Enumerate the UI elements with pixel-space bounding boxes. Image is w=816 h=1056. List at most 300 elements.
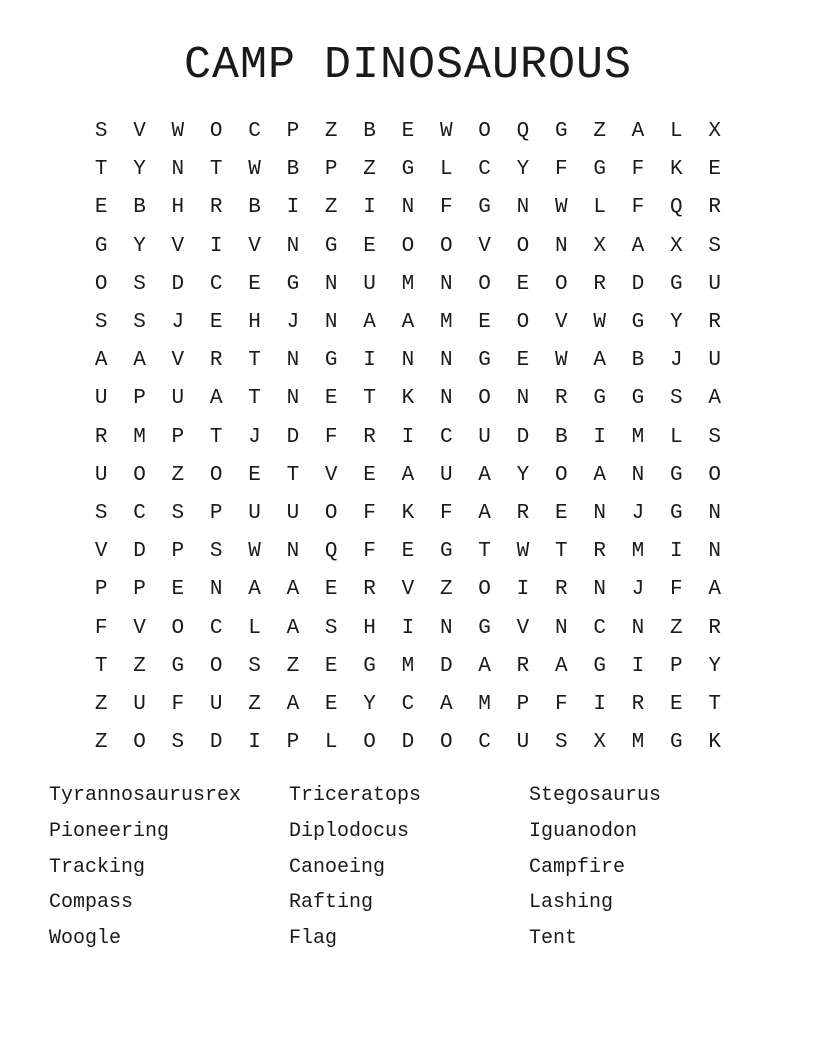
grid-letter: A xyxy=(708,578,721,602)
grid-letter: B xyxy=(286,158,300,182)
grid-letter: M xyxy=(401,654,415,678)
grid-letter: P xyxy=(286,120,300,144)
grid-letter: V xyxy=(554,311,568,335)
grid-letter: K xyxy=(708,731,721,755)
grid-row xyxy=(82,342,734,380)
grid-letter: G xyxy=(324,234,338,258)
grid-letter: R xyxy=(593,540,606,564)
grid-letter: K xyxy=(670,158,683,182)
grid-letter: X xyxy=(708,120,721,144)
word-list-item: Pioneering xyxy=(49,819,170,843)
word-list xyxy=(49,778,769,957)
grid-letter: R xyxy=(516,501,530,525)
grid-letter: O xyxy=(554,272,568,296)
grid-letter: E xyxy=(516,272,530,296)
grid-letter: I xyxy=(286,196,300,220)
grid-letter: G xyxy=(593,654,606,678)
grid-letter: A xyxy=(631,120,645,144)
grid-letter: I xyxy=(401,425,415,449)
grid-letter: E xyxy=(401,120,415,144)
grid-letter: Y xyxy=(363,692,376,716)
grid-letter: U xyxy=(478,425,491,449)
grid-letter: Y xyxy=(670,311,683,335)
grid-letter: T xyxy=(94,158,108,182)
grid-letter: R xyxy=(209,196,223,220)
grid-letter: A xyxy=(478,463,491,487)
grid-letter: W xyxy=(171,120,185,144)
grid-letter: M xyxy=(631,540,645,564)
word-list-item: Compass xyxy=(49,891,134,915)
word-list-item: Tent xyxy=(529,927,578,951)
grid-letter: U xyxy=(171,387,185,411)
grid-letter: O xyxy=(401,234,415,258)
grid-letter: B xyxy=(554,425,568,449)
grid-letter: A xyxy=(94,349,108,373)
grid-letter: R xyxy=(363,578,376,602)
grid-row xyxy=(82,648,734,686)
grid-letter: P xyxy=(171,425,185,449)
grid-letter: G xyxy=(478,196,491,220)
grid-letter: T xyxy=(478,540,491,564)
grid-letter: A xyxy=(401,311,415,335)
grid-letter: R xyxy=(554,578,568,602)
grid-letter: F xyxy=(670,578,683,602)
grid-letter: N xyxy=(209,578,223,602)
grid-letter: O xyxy=(439,234,453,258)
grid-letter: T xyxy=(94,654,108,678)
grid-letter: S xyxy=(171,501,185,525)
grid-letter: I xyxy=(363,196,376,220)
grid-letter: I xyxy=(209,234,223,258)
grid-letter: P xyxy=(516,692,530,716)
grid-letter: F xyxy=(94,616,108,640)
grid-letter: Z xyxy=(171,463,185,487)
grid-letter: X xyxy=(593,731,606,755)
grid-letter: T xyxy=(363,387,376,411)
grid-letter: D xyxy=(631,272,645,296)
grid-letter: U xyxy=(516,731,530,755)
grid-letter: Z xyxy=(286,654,300,678)
grid-letter: E xyxy=(324,692,338,716)
grid-letter: S xyxy=(94,120,108,144)
grid-letter: J xyxy=(631,501,645,525)
grid-letter: A xyxy=(439,692,453,716)
grid-letter: V xyxy=(94,540,108,564)
grid-letter: N xyxy=(439,616,453,640)
grid-letter: G xyxy=(593,387,606,411)
grid-letter: A xyxy=(554,654,568,678)
grid-letter: U xyxy=(209,692,223,716)
grid-letter: V xyxy=(133,120,146,144)
grid-letter: U xyxy=(363,272,376,296)
grid-letter: C xyxy=(478,158,491,182)
grid-letter: A xyxy=(478,501,491,525)
grid-letter: N xyxy=(171,158,185,182)
grid-letter: D xyxy=(209,731,223,755)
grid-letter: L xyxy=(324,731,338,755)
grid-letter: O xyxy=(209,120,223,144)
grid-letter: E xyxy=(171,578,185,602)
grid-letter: G xyxy=(94,234,108,258)
grid-letter: P xyxy=(133,387,146,411)
grid-letter: D xyxy=(286,425,300,449)
grid-letter: D xyxy=(401,731,415,755)
grid-letter: A xyxy=(286,692,300,716)
grid-letter: I xyxy=(670,540,683,564)
grid-letter: P xyxy=(94,578,108,602)
grid-row xyxy=(82,113,734,151)
grid-row xyxy=(82,151,734,189)
grid-letter: G xyxy=(363,654,376,678)
grid-letter: Z xyxy=(94,731,108,755)
grid-letter: O xyxy=(94,272,108,296)
grid-letter: U xyxy=(248,501,261,525)
grid-letter: O xyxy=(478,120,491,144)
grid-letter: G xyxy=(670,272,683,296)
grid-letter: R xyxy=(516,654,530,678)
grid-letter: N xyxy=(554,234,568,258)
grid-letter: N xyxy=(516,387,530,411)
grid-row xyxy=(82,304,734,342)
grid-letter: P xyxy=(171,540,185,564)
grid-letter: G xyxy=(631,311,645,335)
grid-letter: V xyxy=(401,578,415,602)
letter-grid xyxy=(82,113,734,762)
grid-letter: N xyxy=(286,387,300,411)
grid-row xyxy=(82,380,734,418)
grid-letter: E xyxy=(94,196,108,220)
grid-letter: U xyxy=(94,387,108,411)
grid-letter: T xyxy=(209,158,223,182)
grid-letter: F xyxy=(324,425,338,449)
grid-letter: G xyxy=(631,387,645,411)
grid-letter: E xyxy=(670,692,683,716)
grid-letter: R xyxy=(209,349,223,373)
grid-letter: G xyxy=(286,272,300,296)
grid-letter: G xyxy=(670,463,683,487)
grid-letter: M xyxy=(478,692,491,716)
grid-letter: B xyxy=(631,349,645,373)
grid-letter: C xyxy=(209,272,223,296)
grid-letter: Q xyxy=(324,540,338,564)
grid-letter: O xyxy=(516,234,530,258)
grid-letter: I xyxy=(248,731,261,755)
grid-letter: K xyxy=(401,501,415,525)
grid-letter: C xyxy=(401,692,415,716)
word-list-item: Triceratops xyxy=(289,784,422,807)
grid-letter: N xyxy=(554,616,568,640)
grid-letter: F xyxy=(554,158,568,182)
grid-letter: A xyxy=(708,387,721,411)
grid-letter: D xyxy=(516,425,530,449)
grid-letter: S xyxy=(708,234,721,258)
grid-letter: J xyxy=(248,425,261,449)
grid-letter: E xyxy=(554,501,568,525)
grid-letter: F xyxy=(439,196,453,220)
grid-letter: N xyxy=(439,387,453,411)
grid-letter: J xyxy=(670,349,683,373)
grid-letter: A xyxy=(248,578,261,602)
grid-letter: N xyxy=(401,196,415,220)
grid-row xyxy=(82,189,734,227)
grid-letter: L xyxy=(593,196,606,220)
grid-letter: N xyxy=(286,349,300,373)
grid-letter: E xyxy=(324,654,338,678)
grid-letter: S xyxy=(133,272,146,296)
grid-letter: G xyxy=(478,616,491,640)
grid-letter: E xyxy=(516,349,530,373)
grid-letter: J xyxy=(631,578,645,602)
grid-letter: R xyxy=(708,616,721,640)
grid-letter: O xyxy=(209,463,223,487)
grid-letter: Z xyxy=(593,120,606,144)
grid-letter: Z xyxy=(133,654,146,678)
grid-letter: O xyxy=(478,578,491,602)
grid-letter: U xyxy=(439,463,453,487)
grid-letter: S xyxy=(554,731,568,755)
grid-letter: N xyxy=(708,540,721,564)
grid-letter: G xyxy=(670,501,683,525)
grid-letter: Z xyxy=(439,578,453,602)
word-list-item: Stegosaurus xyxy=(529,784,662,807)
grid-letter: G xyxy=(554,120,568,144)
grid-letter: H xyxy=(171,196,185,220)
grid-letter: N xyxy=(401,349,415,373)
grid-letter: W xyxy=(554,349,568,373)
grid-letter: R xyxy=(554,387,568,411)
grid-letter: W xyxy=(248,158,261,182)
grid-letter: M xyxy=(631,731,645,755)
grid-row xyxy=(82,533,734,571)
grid-letter: C xyxy=(248,120,261,144)
grid-letter: A xyxy=(631,234,645,258)
grid-letter: X xyxy=(670,234,683,258)
grid-letter: N xyxy=(593,501,606,525)
word-list-item: Diplodocus xyxy=(289,819,410,843)
page-title: CAMP DINOSAUROUS xyxy=(183,40,633,91)
grid-letter: R xyxy=(708,311,721,335)
grid-letter: C xyxy=(439,425,453,449)
word-list-item: Lashing xyxy=(529,891,614,915)
grid-letter: T xyxy=(209,425,223,449)
grid-letter: S xyxy=(708,425,721,449)
grid-letter: A xyxy=(593,463,606,487)
grid-letter: I xyxy=(516,578,530,602)
grid-letter: P xyxy=(286,731,300,755)
grid-letter: T xyxy=(248,387,261,411)
grid-letter: T xyxy=(248,349,261,373)
grid-letter: O xyxy=(133,463,146,487)
grid-letter: G xyxy=(401,158,415,182)
word-list-item: Canoeing xyxy=(289,855,386,879)
grid-letter: O xyxy=(554,463,568,487)
grid-letter: O xyxy=(439,731,453,755)
grid-letter: L xyxy=(670,425,683,449)
grid-letter: N xyxy=(593,578,606,602)
grid-row xyxy=(82,457,734,495)
grid-letter: W xyxy=(439,120,453,144)
grid-letter: N xyxy=(516,196,530,220)
grid-letter: A xyxy=(286,616,300,640)
grid-letter: V xyxy=(133,616,146,640)
grid-letter: S xyxy=(324,616,338,640)
grid-letter: T xyxy=(286,463,300,487)
grid-letter: N xyxy=(631,616,645,640)
grid-letter: D xyxy=(439,654,453,678)
grid-letter: J xyxy=(171,311,185,335)
grid-letter: O xyxy=(209,654,223,678)
grid-letter: L xyxy=(248,616,261,640)
grid-letter: N xyxy=(324,311,338,335)
grid-letter: C xyxy=(133,501,146,525)
grid-letter: E xyxy=(209,311,223,335)
grid-letter: F xyxy=(363,501,376,525)
grid-row xyxy=(82,266,734,304)
grid-letter: V xyxy=(248,234,261,258)
grid-letter: O xyxy=(363,731,376,755)
grid-letter: G xyxy=(478,349,491,373)
grid-letter: E xyxy=(401,540,415,564)
grid-letter: Q xyxy=(670,196,683,220)
grid-letter: M xyxy=(631,425,645,449)
grid-letter: A xyxy=(133,349,146,373)
grid-letter: L xyxy=(439,158,453,182)
grid-letter: U xyxy=(133,692,146,716)
grid-letter: M xyxy=(401,272,415,296)
grid-letter: A xyxy=(286,578,300,602)
grid-letter: R xyxy=(363,425,376,449)
grid-letter: P xyxy=(133,578,146,602)
grid-letter: G xyxy=(670,731,683,755)
grid-letter: E xyxy=(708,158,721,182)
grid-letter: I xyxy=(631,654,645,678)
grid-letter: E xyxy=(363,234,376,258)
word-list-item: Campfire xyxy=(529,855,626,879)
grid-row xyxy=(82,419,734,457)
grid-row xyxy=(82,724,734,762)
grid-letter: I xyxy=(593,692,606,716)
grid-letter: R xyxy=(593,272,606,296)
grid-letter: N xyxy=(286,540,300,564)
grid-letter: E xyxy=(363,463,376,487)
grid-letter: M xyxy=(439,311,453,335)
grid-letter: C xyxy=(209,616,223,640)
grid-letter: F xyxy=(171,692,185,716)
grid-letter: V xyxy=(324,463,338,487)
grid-letter: W xyxy=(248,540,261,564)
grid-letter: M xyxy=(133,425,146,449)
grid-letter: Z xyxy=(670,616,683,640)
grid-letter: N xyxy=(324,272,338,296)
grid-letter: N xyxy=(708,501,721,525)
grid-letter: A xyxy=(478,654,491,678)
word-list-item: Iguanodon xyxy=(529,819,638,843)
grid-letter: S xyxy=(171,731,185,755)
grid-letter: O xyxy=(171,616,185,640)
grid-letter: R xyxy=(631,692,645,716)
grid-letter: I xyxy=(363,349,376,373)
grid-letter: Z xyxy=(363,158,376,182)
grid-letter: R xyxy=(94,425,108,449)
grid-letter: B xyxy=(248,196,261,220)
grid-letter: S xyxy=(248,654,261,678)
grid-letter: O xyxy=(478,272,491,296)
word-list-item: Woogle xyxy=(49,927,122,951)
grid-letter: G xyxy=(593,158,606,182)
grid-letter: P xyxy=(209,501,223,525)
grid-letter: W xyxy=(593,311,606,335)
grid-letter: Y xyxy=(133,158,146,182)
grid-letter: I xyxy=(401,616,415,640)
grid-letter: F xyxy=(554,692,568,716)
grid-letter: G xyxy=(324,349,338,373)
grid-letter: V xyxy=(516,616,530,640)
grid-letter: Q xyxy=(516,120,530,144)
grid-letter: Y xyxy=(516,158,530,182)
grid-letter: P xyxy=(670,654,683,678)
grid-letter: F xyxy=(631,196,645,220)
grid-letter: S xyxy=(94,501,108,525)
grid-letter: E xyxy=(478,311,491,335)
grid-letter: U xyxy=(286,501,300,525)
grid-letter: X xyxy=(593,234,606,258)
grid-letter: N xyxy=(286,234,300,258)
grid-letter: O xyxy=(478,387,491,411)
grid-letter: E xyxy=(324,578,338,602)
grid-letter: H xyxy=(248,311,261,335)
grid-letter: Y xyxy=(516,463,530,487)
grid-letter: Z xyxy=(324,196,338,220)
grid-letter: W xyxy=(516,540,530,564)
grid-letter: G xyxy=(439,540,453,564)
grid-row xyxy=(82,495,734,533)
grid-letter: E xyxy=(324,387,338,411)
grid-letter: B xyxy=(133,196,146,220)
grid-letter: Y xyxy=(133,234,146,258)
grid-letter: K xyxy=(401,387,415,411)
grid-letter: E xyxy=(248,463,261,487)
grid-letter: N xyxy=(439,272,453,296)
grid-letter: C xyxy=(478,731,491,755)
grid-letter: T xyxy=(708,692,721,716)
word-list-item: Flag xyxy=(289,927,338,951)
grid-letter: U xyxy=(94,463,108,487)
grid-letter: F xyxy=(363,540,376,564)
grid-letter: S xyxy=(209,540,223,564)
grid-letter: S xyxy=(670,387,683,411)
grid-letter: V xyxy=(171,234,185,258)
grid-letter: N xyxy=(631,463,645,487)
grid-row xyxy=(82,686,734,724)
grid-letter: Z xyxy=(324,120,338,144)
grid-letter: O xyxy=(708,463,721,487)
grid-letter: U xyxy=(708,349,721,373)
grid-letter: S xyxy=(94,311,108,335)
grid-letter: I xyxy=(593,425,606,449)
grid-letter: N xyxy=(439,349,453,373)
grid-letter: B xyxy=(363,120,376,144)
grid-row xyxy=(82,609,734,647)
grid-letter: D xyxy=(133,540,146,564)
grid-letter: O xyxy=(324,501,338,525)
grid-letter: A xyxy=(363,311,376,335)
word-list-item: Rafting xyxy=(289,891,374,915)
grid-letter: Y xyxy=(708,654,721,678)
grid-letter: W xyxy=(554,196,568,220)
grid-letter: R xyxy=(708,196,721,220)
word-list-item: Tracking xyxy=(49,855,146,879)
grid-letter: A xyxy=(401,463,415,487)
